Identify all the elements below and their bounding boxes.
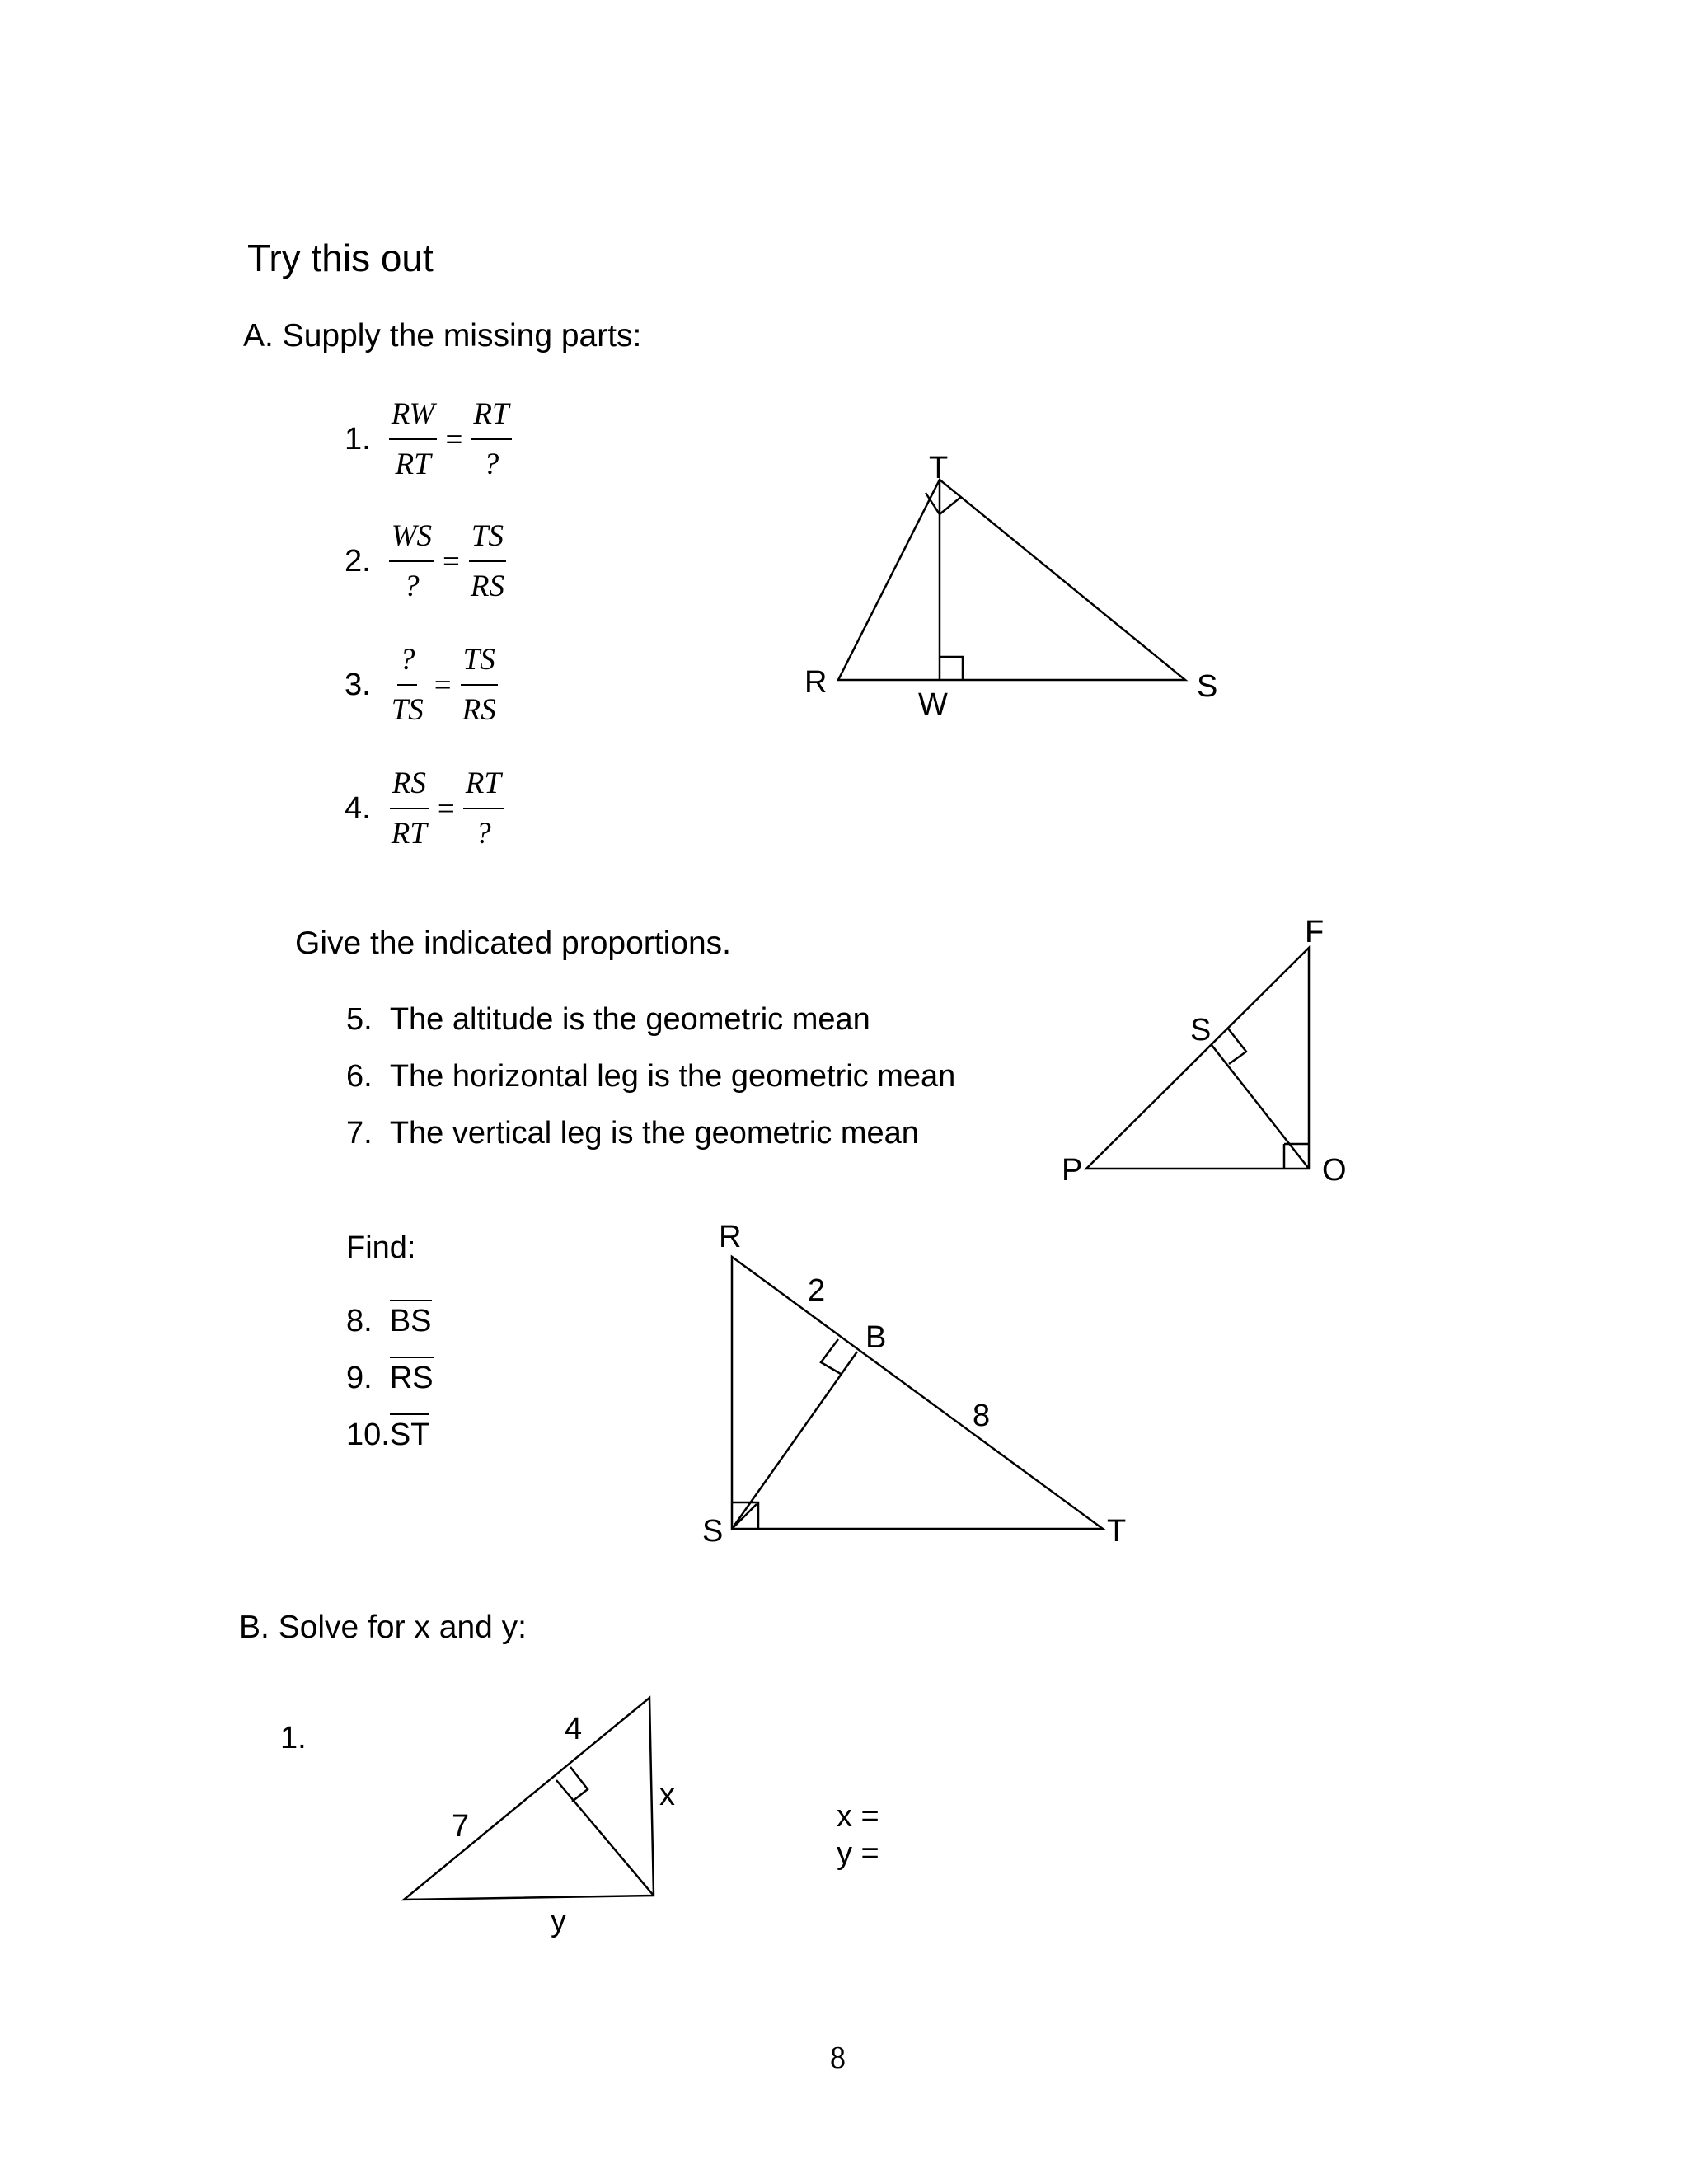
page-number: 8 (830, 2041, 846, 2075)
numerator: RW (389, 397, 438, 440)
vertex-label-t: T (929, 451, 949, 485)
section-a-title: A. Supply the missing parts: (243, 318, 642, 354)
numerator: TS (469, 519, 506, 562)
triangle-rts (838, 480, 1185, 680)
vertex-label-f: F (1305, 915, 1325, 949)
numerator: RT (463, 766, 504, 809)
answer-x: x = (837, 1799, 879, 1834)
segment-length-left: 7 (452, 1809, 470, 1844)
side-label-y: y (551, 1904, 566, 1938)
item-number: 8. (346, 1304, 373, 1338)
denominator: ? (404, 569, 420, 603)
segment-length-bt: 8 (973, 1399, 991, 1433)
denominator: ? (483, 447, 499, 481)
equals-sign: = (434, 668, 452, 703)
answer-y: y = (837, 1836, 879, 1871)
vertex-label-b: B (865, 1320, 887, 1355)
vertex-label-r: R (719, 1220, 742, 1254)
denominator: RS (470, 569, 505, 603)
vertex-label-s: S (1197, 669, 1218, 704)
item-text: The horizontal leg is the geometric mean (389, 1059, 956, 1094)
item-number: 10. (346, 1418, 390, 1452)
section-b-title: B. Solve for x and y: (239, 1610, 528, 1645)
page-heading: Try this out (247, 237, 434, 279)
triangle-rst-find (732, 1257, 1103, 1529)
segment-length-top: 4 (565, 1712, 583, 1746)
item-number: 5. (346, 1002, 373, 1037)
numerator: WS (389, 519, 434, 562)
equation-number: 1. (345, 422, 371, 457)
triangle-solve (404, 1698, 654, 1900)
side-label-x: x (659, 1778, 675, 1812)
equation-number: 2. (345, 544, 371, 579)
vertex-label-r: R (804, 665, 828, 700)
denominator: ? (476, 816, 491, 851)
numerator: ? (397, 643, 418, 686)
vertex-label-w: W (918, 687, 948, 722)
numerator: RS (390, 766, 429, 809)
equation-number: 4. (345, 791, 371, 827)
segment-label: RS (390, 1357, 434, 1395)
vertex-label-s: S (702, 1514, 724, 1549)
proportions-intro: Give the indicated proportions. (295, 926, 731, 961)
item-text: The vertical leg is the geometric mean (389, 1116, 919, 1151)
equation-number: 3. (345, 668, 371, 703)
item-number: 7. (346, 1116, 373, 1151)
denominator: TS (391, 692, 424, 727)
segment-length-rb: 2 (808, 1273, 826, 1308)
item-number: 9. (346, 1361, 373, 1395)
item-text: The altitude is the geometric mean (389, 1002, 870, 1037)
vertex-label-o: O (1322, 1153, 1347, 1188)
denominator: RS (462, 692, 496, 727)
numerator: TS (461, 643, 498, 686)
find-label: Find: (346, 1230, 416, 1265)
vertex-label-t: T (1107, 1514, 1127, 1549)
item-number: 6. (346, 1059, 373, 1094)
vertex-label-p: P (1062, 1153, 1083, 1188)
equals-sign: = (445, 423, 463, 457)
segment-label: BS (390, 1300, 432, 1338)
problem-number: 1. (280, 1721, 307, 1755)
triangle-pfo (1086, 948, 1309, 1169)
denominator: RT (395, 447, 431, 481)
segment-label: ST (390, 1413, 430, 1452)
equals-sign: = (443, 545, 460, 579)
equals-sign: = (437, 792, 455, 827)
denominator: RT (391, 816, 427, 851)
numerator: RT (471, 397, 511, 440)
vertex-label-s: S (1190, 1013, 1212, 1047)
